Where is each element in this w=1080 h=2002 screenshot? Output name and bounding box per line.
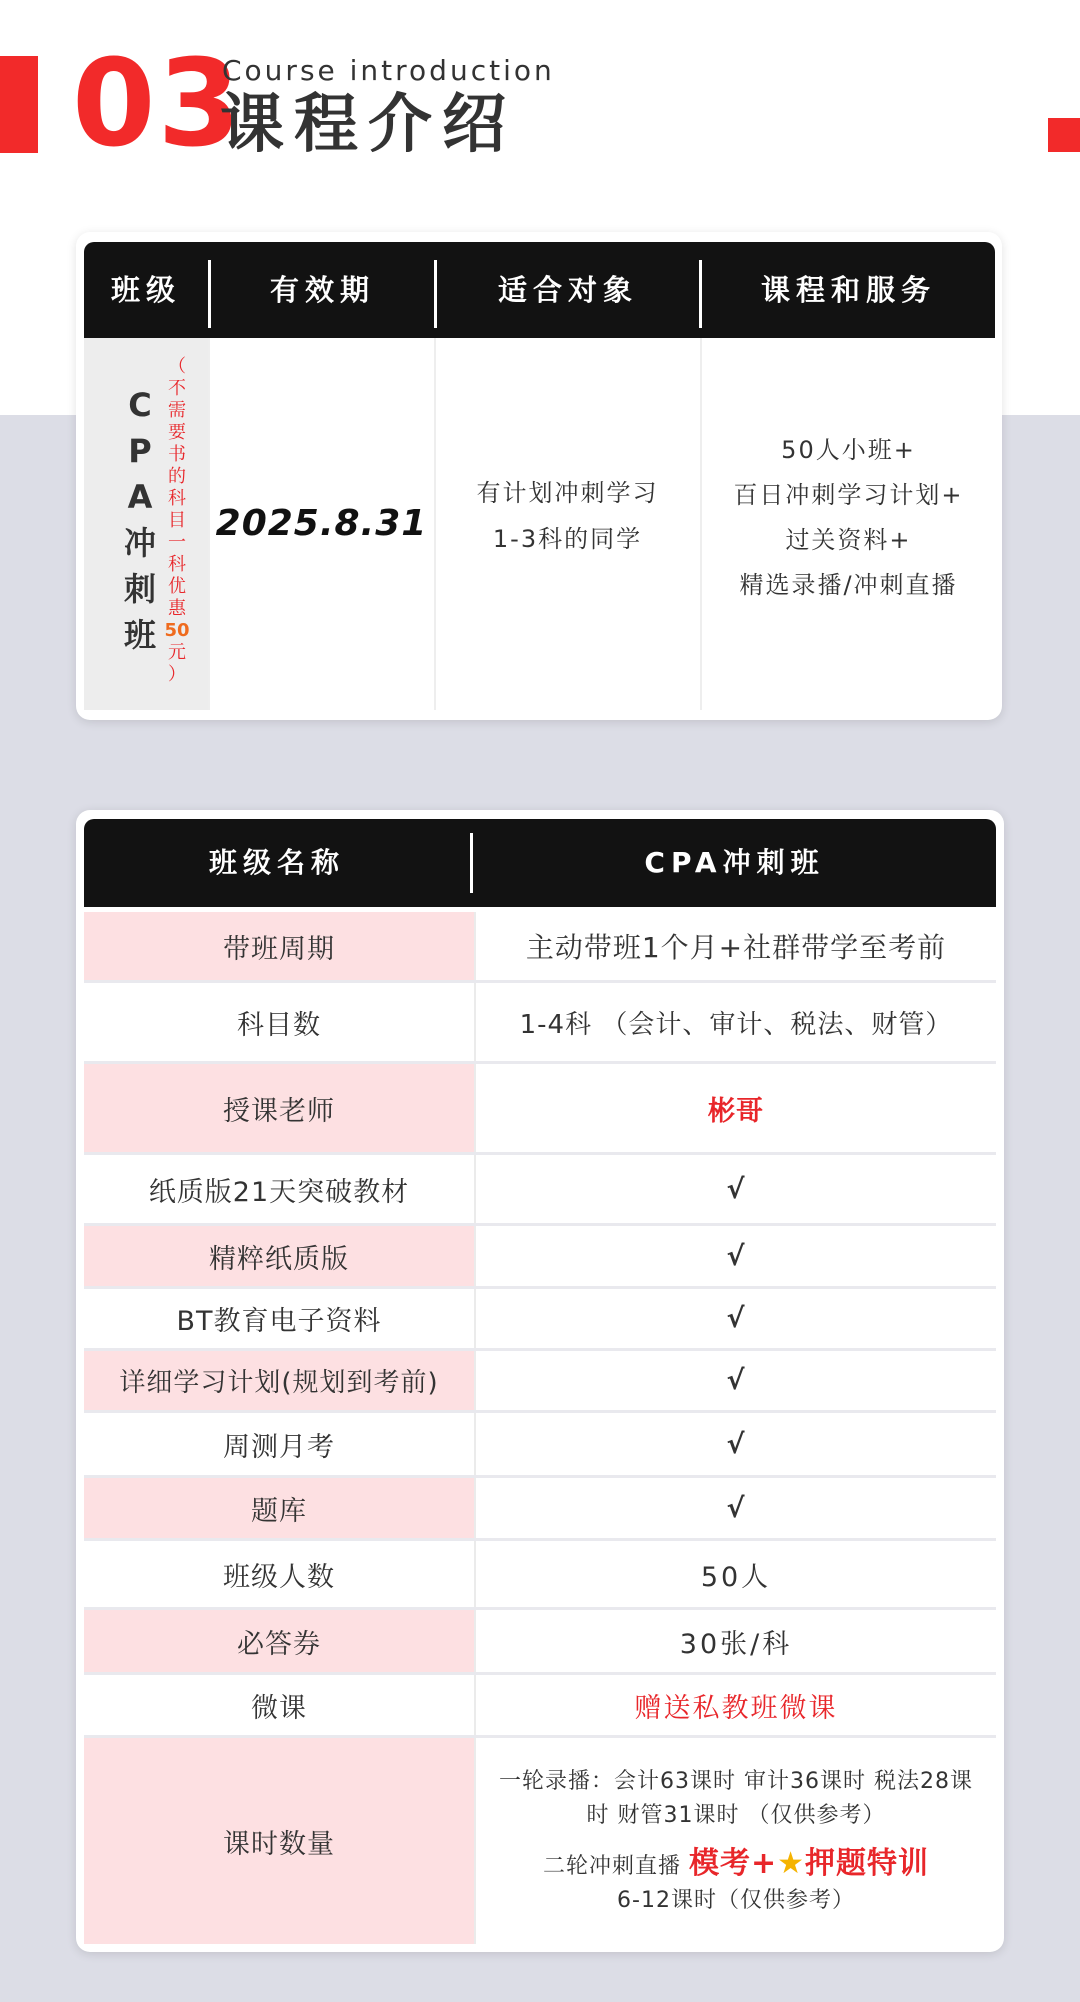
accent-bar-right xyxy=(1048,118,1080,152)
header-audience: 适合对象 xyxy=(497,273,638,307)
hours-line-4: 6-12课时（仅供参考） xyxy=(617,1887,855,1913)
detail-table-header xyxy=(84,819,996,907)
row-label: 课时数量 xyxy=(84,1738,474,1944)
row-value: 1-4科 （会计、审计、税法、财管） xyxy=(519,1009,953,1040)
table-row xyxy=(84,1610,996,1672)
row-label: 微课 xyxy=(251,1692,307,1724)
accent-bar-left xyxy=(0,56,38,153)
table-row xyxy=(84,1738,996,1944)
table-row xyxy=(84,1541,996,1607)
row-label: 带班周期 xyxy=(84,912,474,980)
row-label: 详细学习计划(规划到考前) xyxy=(84,1351,474,1410)
row-label: 科目数 xyxy=(237,1009,321,1041)
row-value-microcourse: 赠送私教班微课 xyxy=(634,1692,838,1724)
row-value: 50人 xyxy=(700,1561,772,1593)
row-value-hours xyxy=(476,1738,996,1944)
services-text: 50人小班+ 百日冲刺学习计划+ 过关资料+ 精选录播/冲刺直播 xyxy=(733,436,964,599)
validity-cell xyxy=(210,338,433,710)
section-title-en: Course introduction xyxy=(222,54,555,87)
header-validity: 有效期 xyxy=(269,273,375,307)
table-row xyxy=(84,1351,996,1410)
audience-text: 有计划冲刺学习 1-3科的同学 xyxy=(476,479,659,553)
table-row xyxy=(84,1675,996,1735)
table-row xyxy=(84,1289,996,1348)
row-label: 题库 xyxy=(84,1478,474,1538)
row-label: BT教育电子资料 xyxy=(176,1306,382,1337)
audience-cell xyxy=(436,338,699,710)
row-label: 班级人数 xyxy=(223,1561,335,1593)
class-discount-note: （ 不 需 要 书 的 科 目 一 科 优 惠 50 元 ） xyxy=(164,356,190,685)
row-label: 周测月考 xyxy=(223,1431,335,1463)
row-label: 纸质版21天突破教材 xyxy=(148,1176,410,1208)
class-name: C P A 冲 刺 班 xyxy=(123,386,156,654)
row-label: 必答券 xyxy=(84,1610,474,1672)
star-icon: ★ xyxy=(777,1845,806,1881)
table-row xyxy=(84,1064,996,1152)
header-class-name: 班级名称 xyxy=(208,846,345,879)
hours-line-2: 时 财管31课时 （仅供参考） xyxy=(586,1802,886,1828)
hours-line-1: 一轮录播：会计63课时 审计36课时 税法28课 xyxy=(499,1768,973,1794)
row-value-check: √ xyxy=(726,1428,746,1460)
row-label: 授课老师 xyxy=(84,1064,474,1152)
summary-card xyxy=(76,232,1002,720)
row-value-check: √ xyxy=(726,1303,746,1334)
row-value-check: √ xyxy=(726,1492,746,1524)
summary-table-header xyxy=(84,242,995,338)
table-row xyxy=(84,1413,996,1475)
section-number: 03 xyxy=(72,35,243,174)
section-title: 课程介绍 xyxy=(220,88,516,162)
row-value-check: √ xyxy=(726,1365,746,1396)
table-row xyxy=(84,1155,996,1223)
header-services: 课程和服务 xyxy=(760,273,936,307)
row-value-check: √ xyxy=(726,1173,746,1205)
class-cell xyxy=(84,338,208,710)
row-value-check: √ xyxy=(726,1240,746,1272)
table-row xyxy=(84,1478,996,1538)
row-value: 30张/科 xyxy=(679,1628,793,1660)
header-class-value: CPA冲刺班 xyxy=(644,846,825,879)
validity-date: 2025.8.31 xyxy=(215,503,428,544)
services-cell xyxy=(702,338,995,710)
row-value: 主动带班1个月+社群带学至考前 xyxy=(525,931,947,964)
table-row xyxy=(84,912,996,980)
row-label: 精粹纸质版 xyxy=(84,1226,474,1286)
row-value-teacher: 彬哥 xyxy=(708,1095,764,1127)
table-row xyxy=(84,1226,996,1286)
table-row xyxy=(84,983,996,1061)
detail-card xyxy=(76,810,1004,1952)
hours-line-3: 二轮冲刺直播 模考+★押题特训 xyxy=(542,1845,930,1881)
header-class: 班级 xyxy=(110,273,181,307)
